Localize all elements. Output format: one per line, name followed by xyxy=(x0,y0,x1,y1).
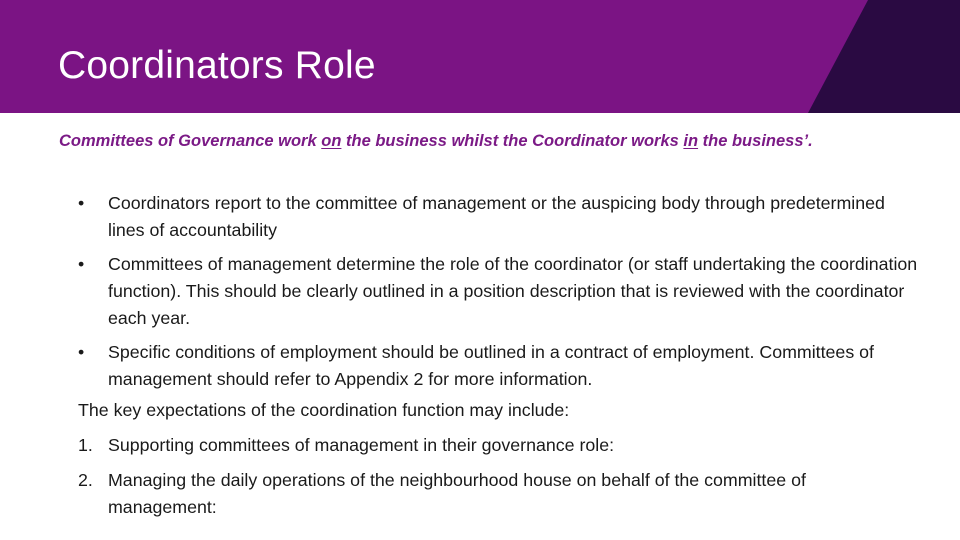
bullet-text: Specific conditions of employment should be outlined in a contract of employment. Committees of management should refer to Appendix 2 for more information. xyxy=(108,342,874,389)
header-banner xyxy=(0,0,960,113)
item-number: 1. xyxy=(78,435,93,455)
bullet-text: Coordinators report to the committee of management or the auspicing body through predetermined lines of accountability xyxy=(108,193,885,240)
numbered-item xyxy=(78,432,918,459)
bullet-item xyxy=(78,190,918,244)
subtitle-part: the business’. xyxy=(698,132,813,150)
item-text: Supporting committees of management in their governance role: xyxy=(108,435,615,455)
item-number: 2. xyxy=(78,470,93,490)
subtitle-part: Committees of Governance work xyxy=(59,132,322,150)
slide-title: Coordinators Role xyxy=(58,44,376,87)
bullet-list xyxy=(78,190,918,400)
bullet-symbol: • xyxy=(78,193,85,213)
bullet-item xyxy=(78,339,918,393)
bullet-item xyxy=(78,251,918,332)
expectations-intro: The key expectations of the coordination function may include: xyxy=(78,400,570,420)
numbered-list xyxy=(78,432,918,529)
slide-subtitle xyxy=(59,132,813,151)
item-text: Managing the daily operations of the neighbourhood house on behalf of the committee of management: xyxy=(108,470,806,517)
numbered-item xyxy=(78,467,918,521)
bullet-symbol: • xyxy=(78,342,85,362)
bullet-symbol: • xyxy=(78,254,85,274)
bullet-text: Committees of management determine the role of the coordinator (or staff undertaking the coordination function). This should be clearly outlined in a position description that is reviewed with the coordinator each year. xyxy=(108,254,918,328)
subtitle-part: the business whilst the Coordinator works xyxy=(341,132,684,150)
subtitle-emphasis-in: in xyxy=(683,132,699,150)
subtitle-emphasis-on: on xyxy=(321,132,342,150)
